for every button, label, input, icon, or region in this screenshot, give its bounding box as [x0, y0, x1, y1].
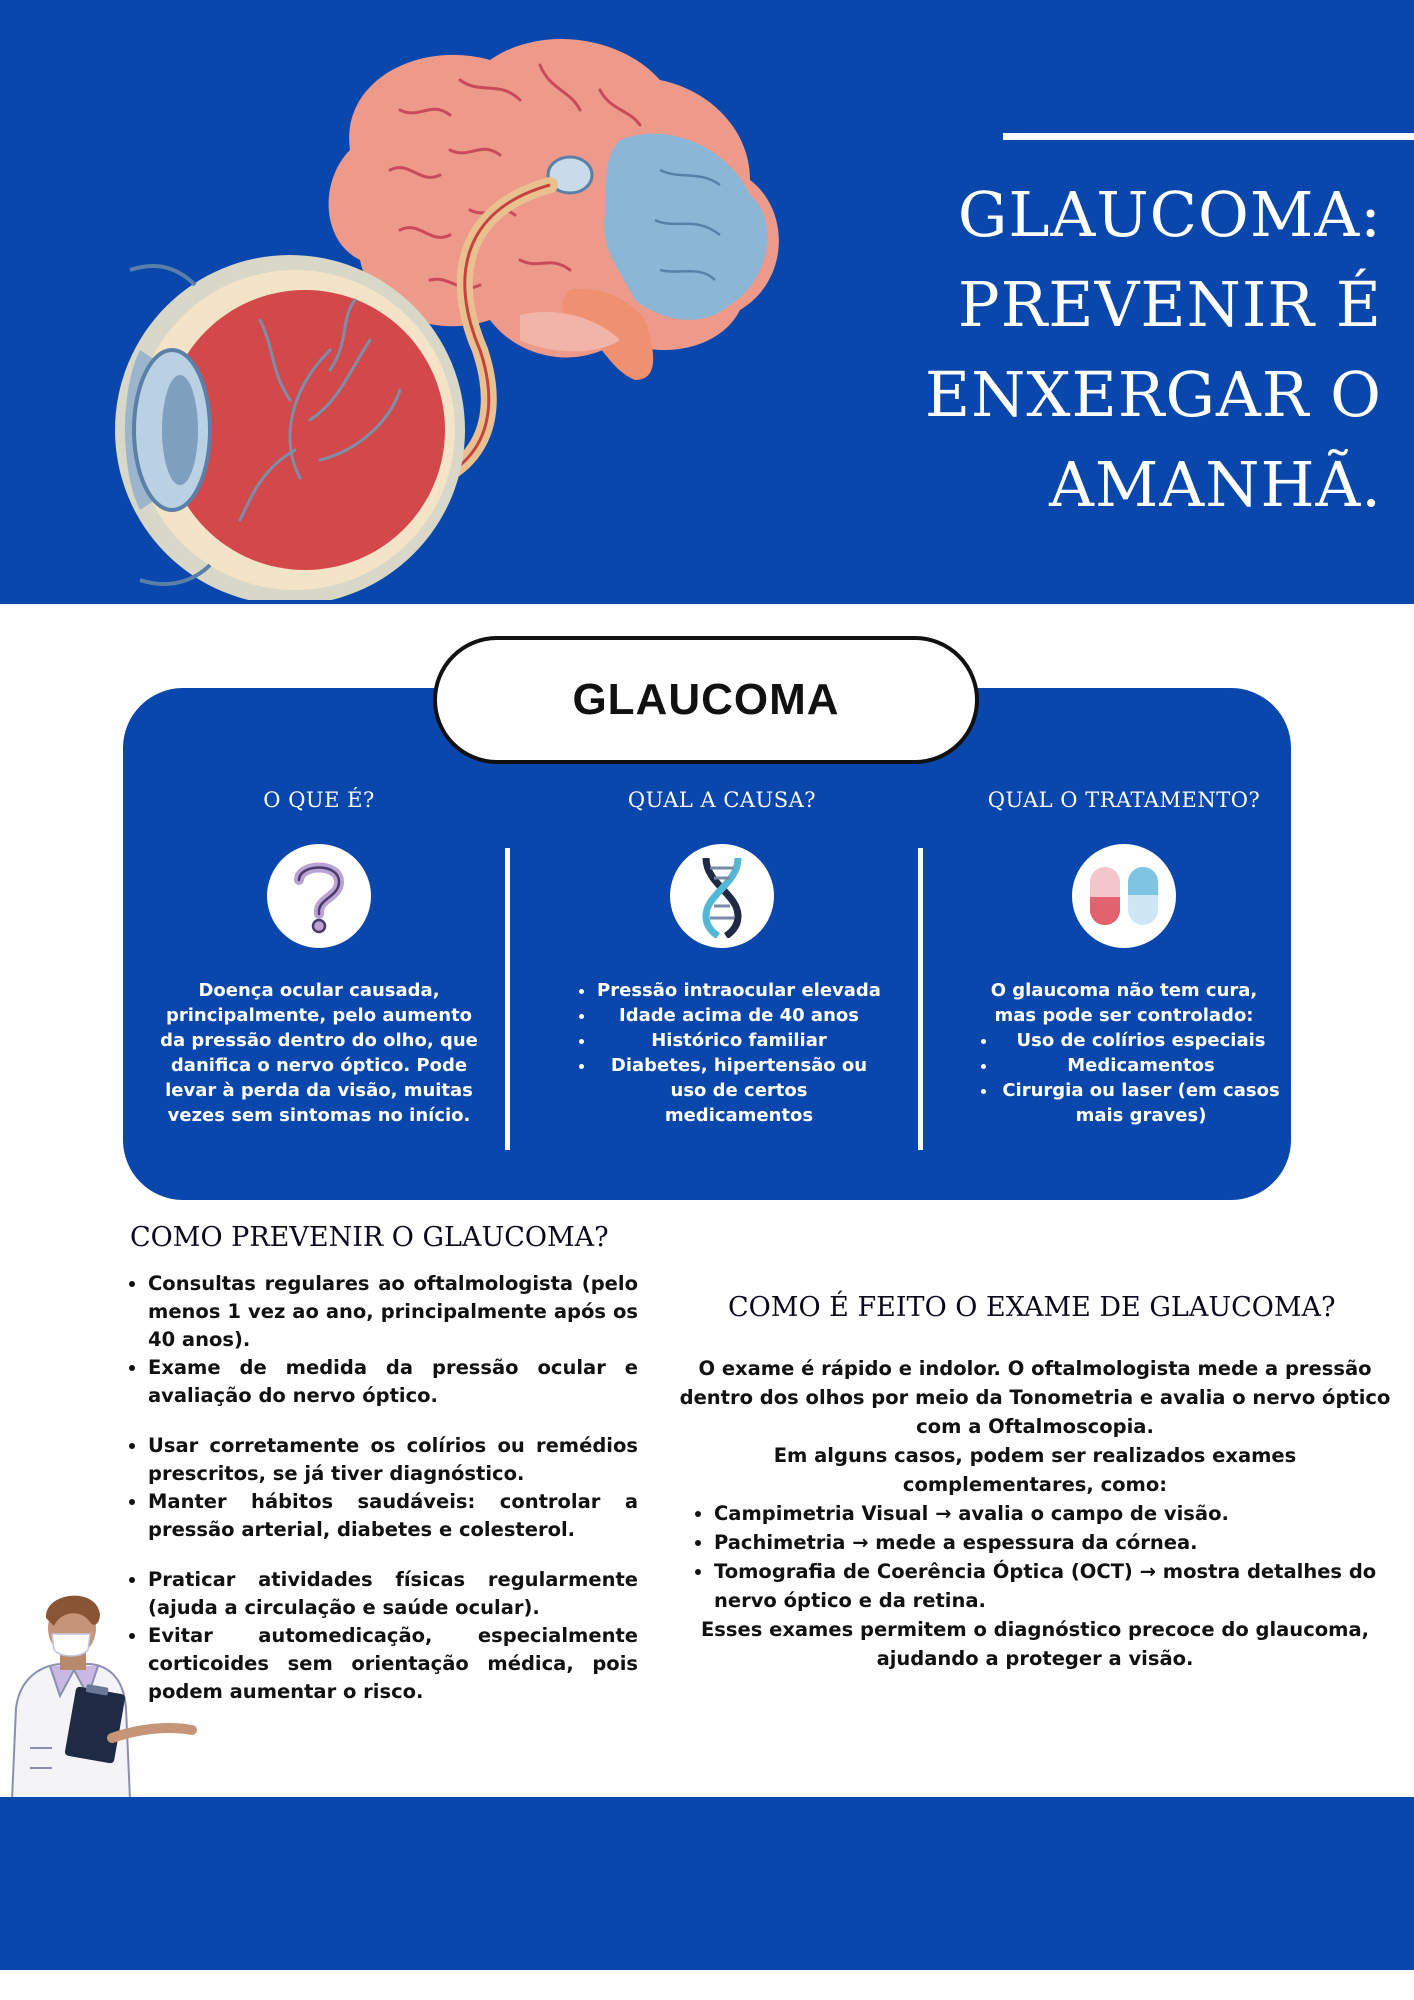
column-treatment: [964, 780, 1284, 1128]
list-item: • Praticar atividades físicas regularmente (ajuda a circulação e saúde ocular).: [148, 1566, 638, 1622]
doctor-illustration: [0, 1578, 200, 1800]
eye-illustration: [115, 255, 465, 600]
list-item: • Exame de medida da pressão ocular e avaliação do nervo óptico.: [148, 1354, 638, 1410]
exam-outro: Esses exames permitem o diagnóstico precoce do glaucoma, ajudando a proteger a visão.: [700, 1618, 1370, 1670]
exam-intro-2: Em alguns casos, podem ser realizados exames complementares, como:: [773, 1444, 1297, 1496]
list-item: • Histórico familiar: [596, 1028, 882, 1053]
footer-band: [0, 1797, 1414, 1970]
column-title: O QUE É?: [263, 788, 375, 812]
column-text: Doença ocular causada, principalmente, pelo aumento da pressão dentro do olho, que danifica o nervo óptico. Pode levar à perda da visão, muitas vezes sem sintomas no início.: [160, 980, 478, 1126]
exam-text: [678, 1354, 1392, 1673]
column-title: QUAL A CAUSA?: [627, 788, 817, 812]
info-heading: GLAUCOMA: [433, 636, 979, 764]
list-item: • Consultas regulares ao oftalmologista (pelo menos 1 vez ao ano, principalmente após os 40 anos).: [148, 1270, 638, 1354]
column-text: [562, 978, 882, 1128]
list-item: • Campimetria Visual → avalia o campo de visão.: [714, 1499, 1392, 1528]
list-item: • Uso de colírios especiais: [998, 1028, 1284, 1053]
list-item: • Manter hábitos saudáveis: controlar a pressão arterial, diabetes e colesterol.: [148, 1488, 638, 1544]
list-item: • Medicamentos: [998, 1053, 1284, 1078]
title-line: AMANHÃ.: [1049, 448, 1382, 521]
title-line: ENXERGAR O: [924, 358, 1382, 431]
title-line: GLAUCOMA:: [957, 178, 1382, 251]
dna-icon: [670, 844, 774, 948]
list-item: • Pachimetria → mede a espessura da córnea.: [714, 1528, 1392, 1557]
column-cause: [562, 780, 882, 1128]
page-title: [742, 170, 1382, 530]
eye-brain-illustration: [100, 20, 820, 600]
exam-intro: O exame é rápido e indolor. O oftalmologista mede a pressão dentro dos olhos por meio da Tonometria e avalia o nervo óptico com a Oftalmoscopia.: [679, 1357, 1391, 1438]
list-item: • Pressão intraocular elevada: [596, 978, 882, 1003]
column-separator: [918, 848, 923, 1150]
header-banner: [0, 0, 1414, 604]
title-line: PREVENIR É: [957, 268, 1382, 341]
list-item: • Idade acima de 40 anos: [596, 1003, 882, 1028]
header-divider-line: [1003, 133, 1414, 140]
capsule-icon: [1072, 844, 1176, 948]
list-item: • Diabetes, hipertensão ou uso de certos medicamentos: [596, 1053, 882, 1128]
exam-title: COMO É FEITO O EXAME DE GLAUCOMA?: [728, 1292, 1336, 1323]
column-what-is: [159, 780, 479, 1128]
prevention-title: COMO PREVENIR O GLAUCOMA?: [130, 1222, 609, 1253]
list-item: • Evitar automedicação, especialmente corticoides sem orientação médica, pois podem aumentar o risco.: [148, 1622, 638, 1706]
question-mark-icon: [267, 844, 371, 948]
column-text: [964, 978, 1284, 1128]
treatment-intro: O glaucoma não tem cura, mas pode ser controlado:: [990, 980, 1258, 1026]
list-item: • Cirurgia ou laser (em casos mais graves): [998, 1078, 1284, 1128]
list-item: • Tomografia de Coerência Óptica (OCT) → mostra detalhes do nervo óptico e da retina.: [714, 1557, 1392, 1615]
list-item: • Usar corretamente os colírios ou remédios prescritos, se já tiver diagnóstico.: [148, 1432, 638, 1488]
column-separator: [505, 848, 510, 1150]
column-title: QUAL O TRATAMENTO?: [987, 788, 1261, 812]
